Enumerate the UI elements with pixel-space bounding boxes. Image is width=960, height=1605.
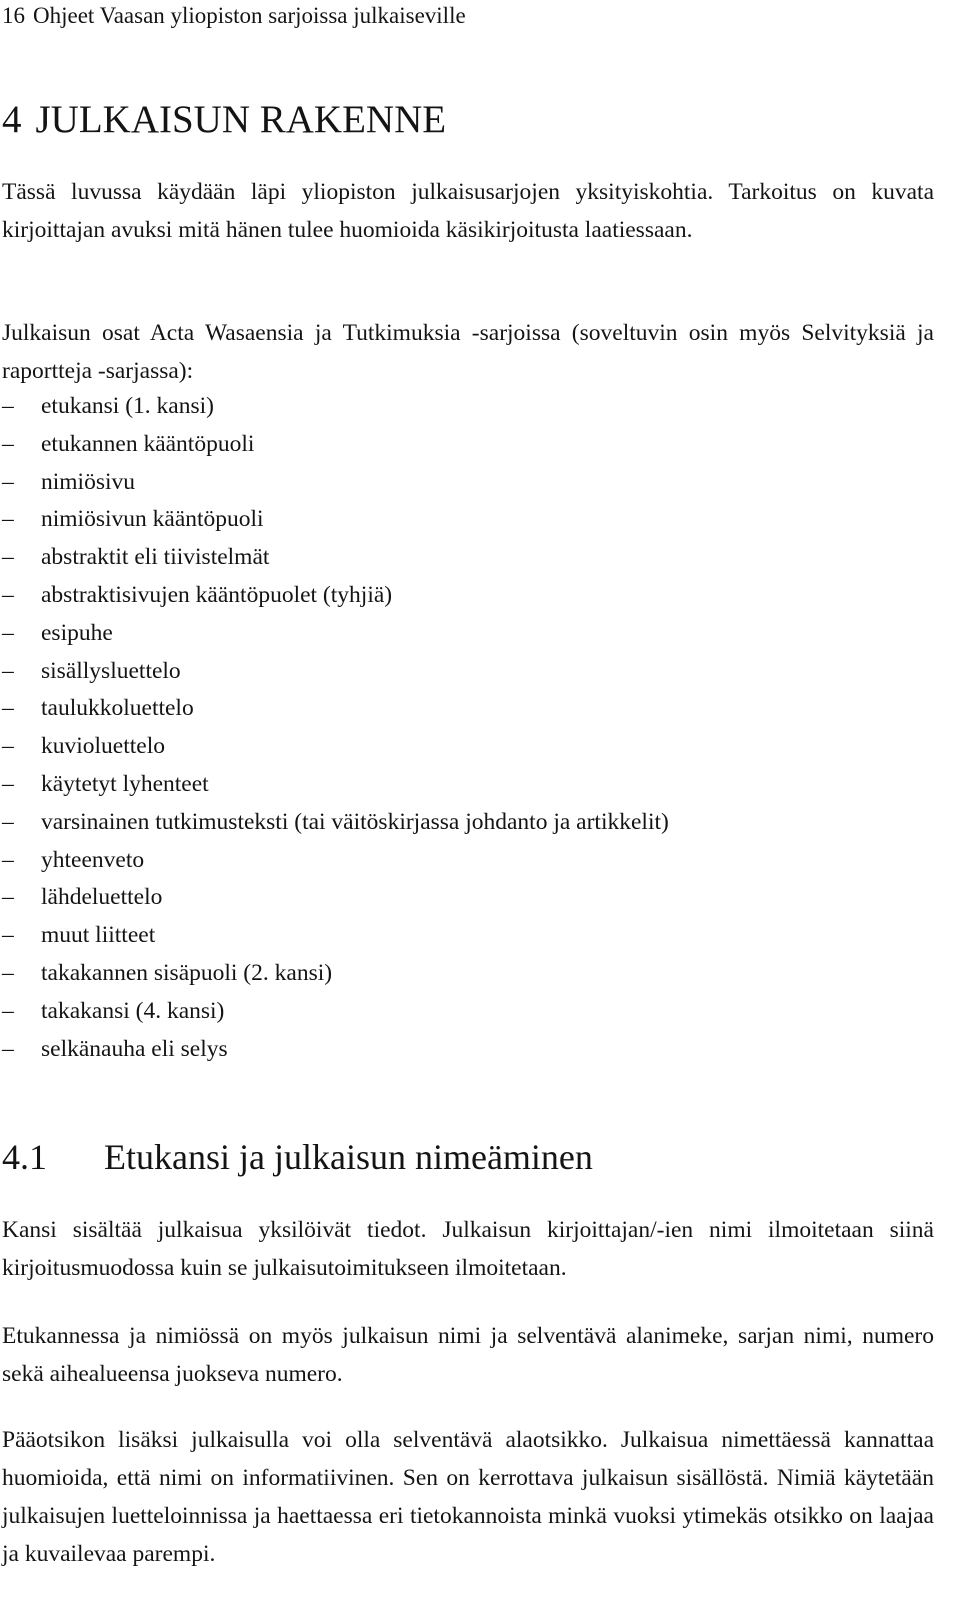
list-item	[2, 766, 934, 804]
list-item	[2, 955, 934, 993]
list-item-label: nimiösivun kääntöpuoli	[41, 506, 264, 533]
section-heading	[2, 1134, 593, 1180]
running-header-title: Ohjeet Vaasan yliopiston sarjoissa julkaiseville	[33, 3, 466, 28]
section-title: Etukansi ja julkaisun nimeäminen	[104, 1137, 593, 1177]
list-item-label: abstraktit eli tiivistelmät	[41, 544, 270, 571]
list-item	[2, 842, 934, 880]
list-item-label: nimiösivu	[41, 468, 136, 495]
page-number: 16	[2, 3, 25, 28]
list-dash: –	[2, 657, 14, 684]
section-paragraph: Pääotsikon lisäksi julkaisulla voi olla selventävä alaotsikko. Julkaisua nimettäessä kannattaa huomioida, että nimi on informatiivinen. Sen on kerrottava julkaisun sisällöstä. Nimiä käytetään julkaisujen luetteloinnissa ja haettaessa eri tietokannoista minkä vuoksi ytimekäs otsikko on laajaa ja kuvailevaa parempi.	[2, 1427, 934, 1567]
list-item-label: varsinainen tutkimusteksti (tai väitöskirjassa johdanto ja artikkelit)	[41, 808, 669, 835]
list-dash: –	[2, 770, 14, 797]
list-dash: –	[2, 619, 14, 646]
list-item-label: sisällysluettelo	[41, 657, 181, 684]
list-item-label: lähdeluettelo	[41, 884, 163, 911]
list-item	[2, 993, 934, 1031]
chapter-heading	[2, 96, 446, 144]
section-number: 4.1	[2, 1137, 47, 1177]
list-item-label: selkänauha eli selys	[41, 1035, 228, 1062]
list-item-label: esipuhe	[41, 619, 113, 646]
list-item-label: yhteenveto	[41, 846, 145, 873]
list-item	[2, 879, 934, 917]
list-dash: –	[2, 544, 14, 571]
list-item	[2, 388, 934, 426]
running-header	[2, 2, 466, 30]
parts-intro-paragraph: Julkaisun osat Acta Wasaensia ja Tutkimuksia -sarjoissa (soveltuvin osin myös Selvityksiä ja raportteja -sarjassa):	[2, 320, 934, 384]
list-item-label: takakannen sisäpuoli (2. kansi)	[41, 959, 333, 986]
list-dash: –	[2, 430, 14, 457]
list-dash: –	[2, 506, 14, 533]
list-item	[2, 653, 934, 691]
list-item	[2, 501, 934, 539]
list-dash: –	[2, 959, 14, 986]
list-item	[2, 690, 934, 728]
list-dash: –	[2, 733, 14, 760]
list-dash: –	[2, 468, 14, 495]
list-dash: –	[2, 846, 14, 873]
list-item	[2, 917, 934, 955]
list-dash: –	[2, 808, 14, 835]
list-item-label: takakansi (4. kansi)	[41, 997, 225, 1024]
list-item	[2, 464, 934, 502]
section-paragraph: Kansi sisältää julkaisua yksilöivät tiedot. Julkaisun kirjoittajan/-ien nimi ilmoitetaan siinä kirjoitusmuodossa kuin se julkaisutoimitukseen ilmoitetaan.	[2, 1217, 934, 1281]
chapter-title: JULKAISUN RAKENNE	[35, 98, 447, 141]
list-item-label: muut liitteet	[41, 922, 156, 949]
list-item	[2, 728, 934, 766]
list-dash: –	[2, 884, 14, 911]
chapter-number: 4	[2, 98, 22, 141]
list-item-label: etukansi (1. kansi)	[41, 393, 214, 419]
list-dash: –	[2, 393, 14, 419]
list-item	[2, 539, 934, 577]
list-item	[2, 804, 934, 842]
list-dash: –	[2, 581, 14, 608]
intro-paragraph: Tässä luvussa käydään läpi yliopiston julkaisusarjojen yksityiskohtia. Tarkoitus on kuvata kirjoittajan avuksi mitä hänen tulee huomioida käsikirjoitusta laatiessaan.	[2, 179, 934, 243]
list-item-label: abstraktisivujen kääntöpuolet (tyhjiä)	[41, 581, 393, 608]
list-item-label: etukannen kääntöpuoli	[41, 430, 255, 457]
section-paragraph: Etukannessa ja nimiössä on myös julkaisun nimi ja selventävä alanimeke, sarjan nimi, numero sekä aihealueensa juokseva numero.	[2, 1323, 934, 1387]
list-item	[2, 426, 934, 464]
list-dash: –	[2, 997, 14, 1024]
list-dash: –	[2, 1035, 14, 1062]
list-item-label: kuvioluettelo	[41, 733, 166, 760]
parts-list	[2, 388, 934, 1068]
list-item	[2, 577, 934, 615]
list-item	[2, 1031, 934, 1069]
list-dash: –	[2, 695, 14, 722]
list-item-label: käytetyt lyhenteet	[41, 770, 209, 797]
list-item	[2, 615, 934, 653]
list-dash: –	[2, 922, 14, 949]
list-item-label: taulukkoluettelo	[41, 695, 194, 722]
